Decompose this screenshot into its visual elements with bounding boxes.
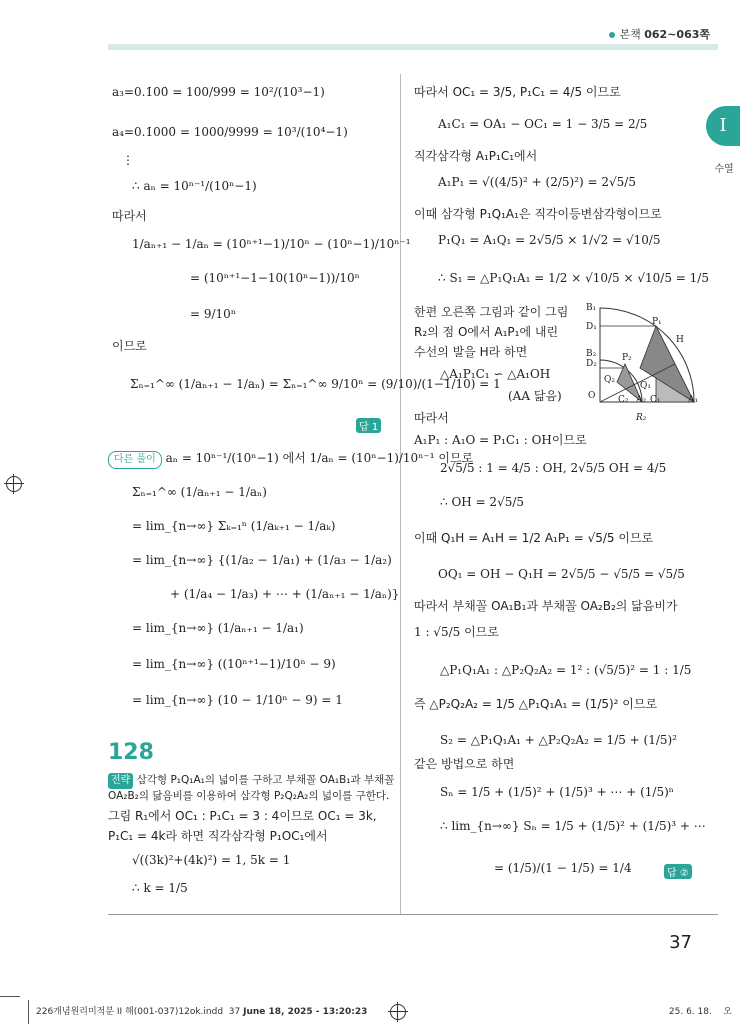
solution-line: (AA 닮음) <box>508 389 562 403</box>
solution-line: ⋮ <box>122 153 134 167</box>
crop-mark <box>28 1000 29 1024</box>
solution-line: 이므로 <box>112 339 147 353</box>
strategy-label: 전략 <box>108 773 133 789</box>
solution-line: △P₁Q₁A₁ : △P₂Q₂A₂ = 1² : (√5/5)² = 1 : 1/5 <box>440 663 692 677</box>
strategy-line: OA₂B₂의 닮음비를 이용하여 삼각형 P₂Q₂A₂의 넓이를 구한다. <box>108 790 390 802</box>
label-b2: B₂ <box>586 349 597 359</box>
solution-line: = lim_{n→∞} (10 − 1/10ⁿ − 9) = 1 <box>132 693 343 707</box>
column-divider <box>400 74 401 914</box>
solution-line: 따라서 <box>112 209 147 223</box>
solution-line: ∴ OH = 2√5/5 <box>440 495 525 509</box>
label-c1: C₁ <box>650 395 661 405</box>
label-c2: C₂ <box>618 395 629 405</box>
label-o: O <box>588 391 596 401</box>
page-reference: 본책 062~063쪽 <box>609 26 710 42</box>
label-q1: Q₁ <box>640 381 651 391</box>
solution-line: OQ₁ = OH − Q₁H = 2√5/5 − √5/5 = √5/5 <box>438 567 685 581</box>
figure-caption: R₂ <box>636 413 647 423</box>
label-d1: D₁ <box>586 322 597 332</box>
solution-line: 1/aₙ₊₁ − 1/aₙ = (10ⁿ⁺¹−1)/10ⁿ − (10ⁿ−1)/10ⁿ⁻¹ <box>132 237 411 251</box>
solution-line: 이때 삼각형 P₁Q₁A₁은 직각이등변삼각형이므로 <box>414 207 662 221</box>
solution-line: R₂의 점 O에서 A₁P₁에 내린 <box>414 325 559 339</box>
solution-line: △A₁P₁C₁ ∽ △A₁OH <box>440 367 551 381</box>
solution-line: 2√5/5 : 1 = 4/5 : OH, 2√5/5 OH = 4/5 <box>440 461 667 475</box>
sector-figure <box>580 296 710 426</box>
label-h: H <box>676 335 684 345</box>
solution-line: Σₙ₌₁^∞ (1/aₙ₊₁ − 1/aₙ) <box>132 485 267 499</box>
page-number: 37 <box>669 932 692 953</box>
solution-line: Σₙ₌₁^∞ (1/aₙ₊₁ − 1/aₙ) = Σₙ₌₁^∞ 9/10ⁿ = (9/10)/(1−1/10) = 1 <box>130 377 501 391</box>
crop-mark <box>0 996 20 997</box>
solution-line: 한편 오른쪽 그림과 같이 그림 <box>414 305 569 319</box>
solution-line: = lim_{n→∞} Σₖ₌₁ⁿ (1/aₖ₊₁ − 1/aₖ) <box>132 519 336 533</box>
solution-line: a₄=0.1̇000̇ = 1000/9999 = 10³/(10⁴−1) <box>112 125 348 139</box>
solution-line: 수선의 발을 H라 하면 <box>414 345 528 359</box>
print-date: 25. 6. 18. 오 <box>668 1007 732 1017</box>
solution-line: ∴ k = 1/5 <box>132 881 188 895</box>
chapter-tab: I <box>706 106 740 146</box>
solution-line: = (1/5)/(1 − 1/5) = 1/4 <box>494 861 632 875</box>
strategy-line: 전략 삼각형 P₁Q₁A₁의 넓이를 구하고 부채꼴 OA₁B₁과 부채꼴 <box>108 772 394 789</box>
solution-line: = lim_{n→∞} {(1/a₂ − 1/a₁) + (1/a₃ − 1/a₂) <box>132 553 392 567</box>
solution-line: √((3k)²+(4k)²) = 1, 5k = 1 <box>132 853 291 867</box>
solution-line: 따라서 OC₁ = 3/5, P₁C₁ = 4/5 이므로 <box>414 85 621 99</box>
solution-line: a₃=0.1̇00̇ = 100/999 = 10²/(10³−1) <box>112 85 325 99</box>
footer-line <box>108 914 718 915</box>
label-b1: B₁ <box>586 303 597 313</box>
solution-line: 따라서 <box>414 411 449 425</box>
solution-line: ∴ lim_{n→∞} Sₙ = 1/5 + (1/5)² + (1/5)³ + ⋯ <box>440 819 706 833</box>
solution-line: 1 : √5/5 이므로 <box>414 625 499 639</box>
chapter-tab-label: 수열 <box>714 164 734 175</box>
solution-line: + (1/a₄ − 1/a₃) + ⋯ + (1/aₙ₊₁ − 1/aₙ)} <box>170 587 400 601</box>
solution-line: 따라서 부채꼴 OA₁B₁과 부채꼴 OA₂B₂의 닮음비가 <box>414 599 678 613</box>
solution-line: A₁P₁ : A₁O = P₁C₁ : OH이므로 <box>414 433 587 447</box>
label-p1: P₁ <box>652 317 662 327</box>
label-q2: Q₂ <box>604 375 615 385</box>
solution-line: ∴ aₙ = 10ⁿ⁻¹/(10ⁿ−1) <box>132 179 257 193</box>
answer-badge: 답 ② <box>664 864 692 879</box>
solution-line: P₁Q₁ = A₁Q₁ = 2√5/5 × 1/√2 = √10/5 <box>438 233 661 247</box>
answer-badge: 답 1 <box>356 418 381 433</box>
solution-line: 같은 방법으로 하면 <box>414 757 515 771</box>
alt-solution-line: 다른 풀이 aₙ = 10ⁿ⁻¹/(10ⁿ−1) 에서 1/aₙ = (10ⁿ−1)/10ⁿ⁻¹ 이므로 <box>108 450 473 469</box>
solution-line: 직각삼각형 A₁P₁C₁에서 <box>414 149 538 163</box>
label-a2: A₂ <box>636 395 647 405</box>
print-slug: 226개념원리미적분 II 해(001-037)12ok.indd 37 June 18, 2025 - 13:20:23 <box>36 1007 368 1017</box>
solution-line: A₁C₁ = OA₁ − OC₁ = 1 − 3/5 = 2/5 <box>438 117 648 131</box>
label-d2: D₂ <box>586 359 597 369</box>
solution-line: = (10ⁿ⁺¹−1−10(10ⁿ−1))/10ⁿ <box>190 271 360 285</box>
solution-line: = lim_{n→∞} (1/aₙ₊₁ − 1/a₁) <box>132 621 304 635</box>
alt-solution-label: 다른 풀이 <box>108 451 162 469</box>
solution-line: Sₙ = 1/5 + (1/5)² + (1/5)³ + ⋯ + (1/5)ⁿ <box>440 785 674 799</box>
registration-mark-icon <box>390 1004 406 1020</box>
solution-line: 그림 R₁에서 OC₁ : P₁C₁ = 3 : 4이므로 OC₁ = 3k, <box>108 809 377 823</box>
solution-line: A₁P₁ = √((4/5)² + (2/5)²) = 2√5/5 <box>438 175 636 189</box>
solution-line: P₁C₁ = 4k라 하면 직각삼각형 P₁OC₁에서 <box>108 829 328 843</box>
solution-line: 이때 Q₁H = A₁H = 1/2 A₁P₁ = √5/5 이므로 <box>414 531 654 545</box>
bullet-icon <box>609 32 615 38</box>
registration-mark-icon <box>6 476 22 492</box>
solution-line: 즉 △P₂Q₂A₂ = 1/5 △P₁Q₁A₁ = (1/5)² 이므로 <box>414 697 658 711</box>
solution-line: ∴ S₁ = △P₁Q₁A₁ = 1/2 × √10/5 × √10/5 = 1/5 <box>438 271 709 285</box>
label-p2: P₂ <box>622 353 632 363</box>
header-bar <box>108 44 718 50</box>
problem-number: 128 <box>108 740 154 765</box>
solution-line: = lim_{n→∞} ((10ⁿ⁺¹−1)/10ⁿ − 9) <box>132 657 336 671</box>
solution-line: = 9/10ⁿ <box>190 307 237 321</box>
solution-line: S₂ = △P₁Q₁A₁ + △P₂Q₂A₂ = 1/5 + (1/5)² <box>440 733 678 747</box>
label-a1: A₁ <box>688 395 699 405</box>
